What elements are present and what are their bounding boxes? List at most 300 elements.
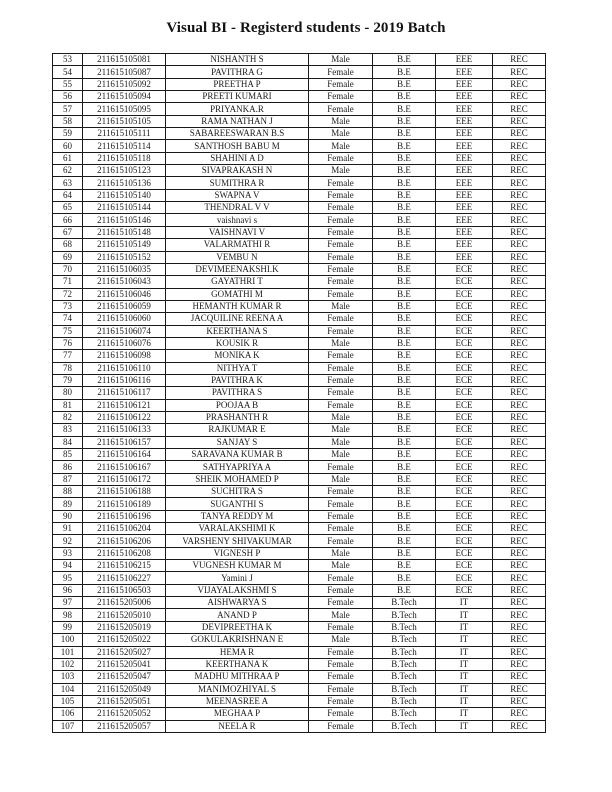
cell-degree: B.E [373,337,436,349]
cell-register-number: 211615105105 [83,115,166,127]
cell-student-name: NISHANTH S [166,54,309,66]
cell-gender: Male [309,115,373,127]
cell-department: ECE [436,313,493,325]
cell-department: ECE [436,276,493,288]
cell-degree: B.E [373,54,436,66]
cell-gender: Female [309,251,373,263]
cell-department: IT [436,597,493,609]
table-row [53,399,546,411]
cell-status: REC [493,337,546,349]
cell-department: EEE [436,115,493,127]
table-row [53,128,546,140]
table-row [53,424,546,436]
cell-sl-no: 94 [53,560,83,572]
table-row [53,535,546,547]
cell-degree: B.E [373,498,436,510]
cell-status: REC [493,152,546,164]
cell-department: EEE [436,66,493,78]
cell-status: REC [493,239,546,251]
cell-gender: Male [309,547,373,559]
cell-student-name: KOUSIK R [166,337,309,349]
cell-sl-no: 105 [53,695,83,707]
cell-gender: Female [309,387,373,399]
cell-gender: Female [309,374,373,386]
cell-gender: Female [309,621,373,633]
cell-department: ECE [436,523,493,535]
cell-degree: B.E [373,424,436,436]
cell-student-name: VALARMATHI R [166,239,309,251]
cell-degree: B.Tech [373,634,436,646]
cell-sl-no: 55 [53,78,83,90]
cell-department: ECE [436,584,493,596]
cell-register-number: 211615205057 [83,720,166,732]
cell-degree: B.E [373,91,436,103]
cell-sl-no: 102 [53,658,83,670]
cell-degree: B.E [373,214,436,226]
cell-status: REC [493,374,546,386]
table-row [53,374,546,386]
cell-register-number: 211615106204 [83,523,166,535]
cell-status: REC [493,597,546,609]
cell-register-number: 211615106215 [83,560,166,572]
cell-sl-no: 107 [53,720,83,732]
cell-status: REC [493,449,546,461]
table-row [53,276,546,288]
cell-degree: B.E [373,66,436,78]
cell-student-name: SANTHOSH BABU M [166,140,309,152]
cell-status: REC [493,523,546,535]
table-row [53,646,546,658]
cell-gender: Female [309,535,373,547]
cell-sl-no: 61 [53,152,83,164]
cell-department: IT [436,658,493,670]
cell-sl-no: 82 [53,411,83,423]
cell-gender: Female [309,239,373,251]
cell-sl-no: 93 [53,547,83,559]
cell-department: ECE [436,547,493,559]
cell-student-name: GAYATHRI T [166,276,309,288]
table-row [53,411,546,423]
cell-department: ECE [436,535,493,547]
cell-degree: B.E [373,140,436,152]
table-row [53,263,546,275]
cell-degree: B.E [373,486,436,498]
cell-status: REC [493,621,546,633]
cell-status: REC [493,54,546,66]
cell-degree: B.E [373,103,436,115]
cell-register-number: 211615205041 [83,658,166,670]
cell-gender: Female [309,226,373,238]
cell-student-name: AISHWARYA S [166,597,309,609]
cell-sl-no: 67 [53,226,83,238]
cell-department: IT [436,671,493,683]
cell-status: REC [493,646,546,658]
cell-department: ECE [436,411,493,423]
table-row [53,66,546,78]
cell-gender: Female [309,720,373,732]
cell-gender: Female [309,189,373,201]
cell-department: IT [436,621,493,633]
cell-sl-no: 70 [53,263,83,275]
cell-degree: B.E [373,115,436,127]
cell-status: REC [493,350,546,362]
cell-register-number: 211615106167 [83,461,166,473]
cell-register-number: 211615105095 [83,103,166,115]
cell-department: IT [436,683,493,695]
cell-degree: B.E [373,128,436,140]
cell-status: REC [493,671,546,683]
cell-department: EEE [436,177,493,189]
cell-sl-no: 97 [53,597,83,609]
table-row [53,584,546,596]
cell-status: REC [493,535,546,547]
cell-status: REC [493,103,546,115]
cell-gender: Female [309,152,373,164]
cell-student-name: VIJAYALAKSHMI S [166,584,309,596]
table-row [53,362,546,374]
cell-register-number: 211615106110 [83,362,166,374]
cell-degree: B.E [373,584,436,596]
cell-student-name: DEVIMEENAKSHI.K [166,263,309,275]
cell-gender: Female [309,584,373,596]
cell-register-number: 211615205019 [83,621,166,633]
cell-register-number: 211615105123 [83,165,166,177]
cell-department: EEE [436,214,493,226]
cell-student-name: SIVAPRAKASH N [166,165,309,177]
table-row [53,226,546,238]
cell-gender: Female [309,597,373,609]
cell-register-number: 211615105140 [83,189,166,201]
cell-sl-no: 85 [53,449,83,461]
cell-degree: B.Tech [373,658,436,670]
cell-student-name: PAVITHRA S [166,387,309,399]
page-title: Visual BI - Registerd students - 2019 Batch [166,20,446,36]
table-row [53,708,546,720]
cell-degree: B.E [373,288,436,300]
cell-register-number: 211615106046 [83,288,166,300]
cell-student-name: POOJAA B [166,399,309,411]
cell-student-name: SATHYAPRIYA A [166,461,309,473]
table-row [53,621,546,633]
cell-degree: B.E [373,202,436,214]
cell-register-number: 211615105094 [83,91,166,103]
cell-student-name: SABAREESWARAN B.S [166,128,309,140]
students-table [52,53,546,733]
cell-sl-no: 77 [53,350,83,362]
cell-sl-no: 71 [53,276,83,288]
cell-department: EEE [436,152,493,164]
cell-register-number: 211615106076 [83,337,166,349]
table-row [53,547,546,559]
cell-department: ECE [436,337,493,349]
cell-status: REC [493,91,546,103]
cell-department: ECE [436,263,493,275]
cell-gender: Female [309,399,373,411]
cell-department: ECE [436,572,493,584]
cell-register-number: 211615205047 [83,671,166,683]
cell-degree: B.E [373,350,436,362]
table-row [53,103,546,115]
students-table-body [53,54,546,733]
cell-department: ECE [436,374,493,386]
cell-degree: B.E [373,473,436,485]
cell-status: REC [493,202,546,214]
table-row [53,140,546,152]
cell-sl-no: 72 [53,288,83,300]
cell-student-name: SANJAY S [166,436,309,448]
cell-department: IT [436,646,493,658]
cell-degree: B.E [373,276,436,288]
cell-gender: Female [309,486,373,498]
cell-gender: Female [309,263,373,275]
cell-degree: B.E [373,177,436,189]
cell-status: REC [493,387,546,399]
cell-gender: Male [309,449,373,461]
cell-gender: Male [309,140,373,152]
cell-register-number: 211615105118 [83,152,166,164]
cell-degree: B.Tech [373,708,436,720]
cell-student-name: RAJKUMAR E [166,424,309,436]
table-row [53,239,546,251]
table-row [53,473,546,485]
cell-status: REC [493,510,546,522]
cell-department: IT [436,695,493,707]
cell-student-name: SARAVANA KUMAR B [166,449,309,461]
table-row [53,350,546,362]
cell-register-number: 211615106227 [83,572,166,584]
cell-department: ECE [436,362,493,374]
table-row [53,486,546,498]
cell-sl-no: 80 [53,387,83,399]
cell-degree: B.E [373,436,436,448]
cell-degree: B.Tech [373,683,436,695]
cell-register-number: 211615105081 [83,54,166,66]
cell-gender: Female [309,572,373,584]
cell-department: ECE [436,461,493,473]
cell-gender: Female [309,313,373,325]
cell-degree: B.E [373,152,436,164]
cell-department: EEE [436,251,493,263]
cell-gender: Male [309,337,373,349]
cell-status: REC [493,276,546,288]
cell-register-number: 211615105144 [83,202,166,214]
cell-department: EEE [436,239,493,251]
cell-register-number: 211615106059 [83,300,166,312]
cell-student-name: Yamini J [166,572,309,584]
cell-degree: B.Tech [373,720,436,732]
cell-department: IT [436,634,493,646]
cell-gender: Female [309,671,373,683]
cell-student-name: ANAND P [166,609,309,621]
cell-student-name: GOKULAKRISHNAN E [166,634,309,646]
cell-degree: B.E [373,523,436,535]
table-row [53,498,546,510]
cell-sl-no: 96 [53,584,83,596]
cell-gender: Female [309,498,373,510]
cell-register-number: 211615205010 [83,609,166,621]
cell-register-number: 211615106208 [83,547,166,559]
cell-department: EEE [436,189,493,201]
cell-status: REC [493,66,546,78]
cell-register-number: 211615106503 [83,584,166,596]
cell-student-name: KEERTHANA K [166,658,309,670]
cell-sl-no: 68 [53,239,83,251]
table-row [53,609,546,621]
table-row [53,177,546,189]
cell-sl-no: 73 [53,300,83,312]
cell-student-name: KEERTHANA S [166,325,309,337]
table-row [53,523,546,535]
cell-student-name: THENDRAL V V [166,202,309,214]
cell-department: EEE [436,78,493,90]
cell-degree: B.E [373,572,436,584]
cell-gender: Female [309,362,373,374]
cell-status: REC [493,547,546,559]
cell-degree: B.E [373,239,436,251]
cell-register-number: 211615205027 [83,646,166,658]
cell-register-number: 211615106196 [83,510,166,522]
cell-sl-no: 90 [53,510,83,522]
cell-student-name: PREETHA P [166,78,309,90]
cell-department: ECE [436,498,493,510]
cell-degree: B.Tech [373,621,436,633]
cell-degree: B.E [373,300,436,312]
cell-sl-no: 86 [53,461,83,473]
cell-status: REC [493,115,546,127]
cell-gender: Male [309,473,373,485]
cell-degree: B.E [373,374,436,386]
table-row [53,54,546,66]
cell-register-number: 211615106121 [83,399,166,411]
cell-register-number: 211615106043 [83,276,166,288]
cell-student-name: VEMBU N [166,251,309,263]
cell-student-name: NEELA R [166,720,309,732]
cell-student-name: MONIKA K [166,350,309,362]
cell-gender: Male [309,54,373,66]
cell-gender: Male [309,424,373,436]
cell-degree: B.E [373,387,436,399]
cell-register-number: 211615106189 [83,498,166,510]
cell-register-number: 211615106172 [83,473,166,485]
cell-gender: Female [309,325,373,337]
table-row [53,313,546,325]
cell-student-name: SUCHITRA S [166,486,309,498]
cell-student-name: PRASHANTH R [166,411,309,423]
cell-sl-no: 53 [53,54,83,66]
cell-degree: B.E [373,535,436,547]
cell-student-name: SHAHINI A D [166,152,309,164]
cell-status: REC [493,411,546,423]
cell-degree: B.E [373,263,436,275]
cell-status: REC [493,436,546,448]
cell-department: IT [436,708,493,720]
table-row [53,288,546,300]
cell-sl-no: 100 [53,634,83,646]
cell-gender: Female [309,288,373,300]
cell-degree: B.E [373,78,436,90]
cell-degree: B.Tech [373,671,436,683]
table-row [53,695,546,707]
cell-student-name: SHEIK MOHAMED P [166,473,309,485]
cell-status: REC [493,263,546,275]
cell-gender: Male [309,634,373,646]
cell-student-name: MANIMOZHIYAL S [166,683,309,695]
cell-student-name: PREETI KUMARI [166,91,309,103]
cell-gender: Female [309,66,373,78]
table-row [53,165,546,177]
cell-gender: Female [309,78,373,90]
table-row [53,658,546,670]
cell-department: ECE [436,510,493,522]
cell-department: EEE [436,165,493,177]
cell-student-name: PRIYANKA.R [166,103,309,115]
cell-sl-no: 62 [53,165,83,177]
cell-gender: Female [309,523,373,535]
cell-sl-no: 89 [53,498,83,510]
cell-status: REC [493,313,546,325]
cell-status: REC [493,424,546,436]
cell-sl-no: 101 [53,646,83,658]
cell-status: REC [493,486,546,498]
cell-sl-no: 79 [53,374,83,386]
table-row [53,300,546,312]
cell-gender: Male [309,411,373,423]
cell-department: EEE [436,140,493,152]
cell-register-number: 211615106074 [83,325,166,337]
cell-degree: B.E [373,313,436,325]
cell-gender: Female [309,646,373,658]
cell-register-number: 211615106188 [83,486,166,498]
cell-gender: Female [309,708,373,720]
cell-register-number: 211615106206 [83,535,166,547]
cell-status: REC [493,473,546,485]
table-row [53,91,546,103]
cell-sl-no: 104 [53,683,83,695]
cell-gender: Male [309,436,373,448]
cell-department: ECE [436,387,493,399]
cell-department: EEE [436,226,493,238]
cell-status: REC [493,634,546,646]
table-row [53,436,546,448]
cell-status: REC [493,300,546,312]
cell-gender: Female [309,214,373,226]
cell-student-name: SUMITHRA R [166,177,309,189]
table-row [53,572,546,584]
cell-register-number: 211615105087 [83,66,166,78]
cell-sl-no: 106 [53,708,83,720]
cell-sl-no: 98 [53,609,83,621]
cell-gender: Male [309,609,373,621]
cell-gender: Female [309,350,373,362]
cell-student-name: VUGNESH KUMAR M [166,560,309,572]
cell-status: REC [493,189,546,201]
cell-department: ECE [436,436,493,448]
cell-sl-no: 91 [53,523,83,535]
cell-department: ECE [436,399,493,411]
cell-student-name: NITHYA T [166,362,309,374]
cell-register-number: 211615205052 [83,708,166,720]
cell-department: ECE [436,424,493,436]
cell-gender: Female [309,683,373,695]
table-row [53,337,546,349]
cell-sl-no: 84 [53,436,83,448]
table-row [53,78,546,90]
cell-sl-no: 95 [53,572,83,584]
cell-department: EEE [436,202,493,214]
cell-student-name: VAISHNAVI V [166,226,309,238]
cell-degree: B.E [373,560,436,572]
cell-department: ECE [436,560,493,572]
